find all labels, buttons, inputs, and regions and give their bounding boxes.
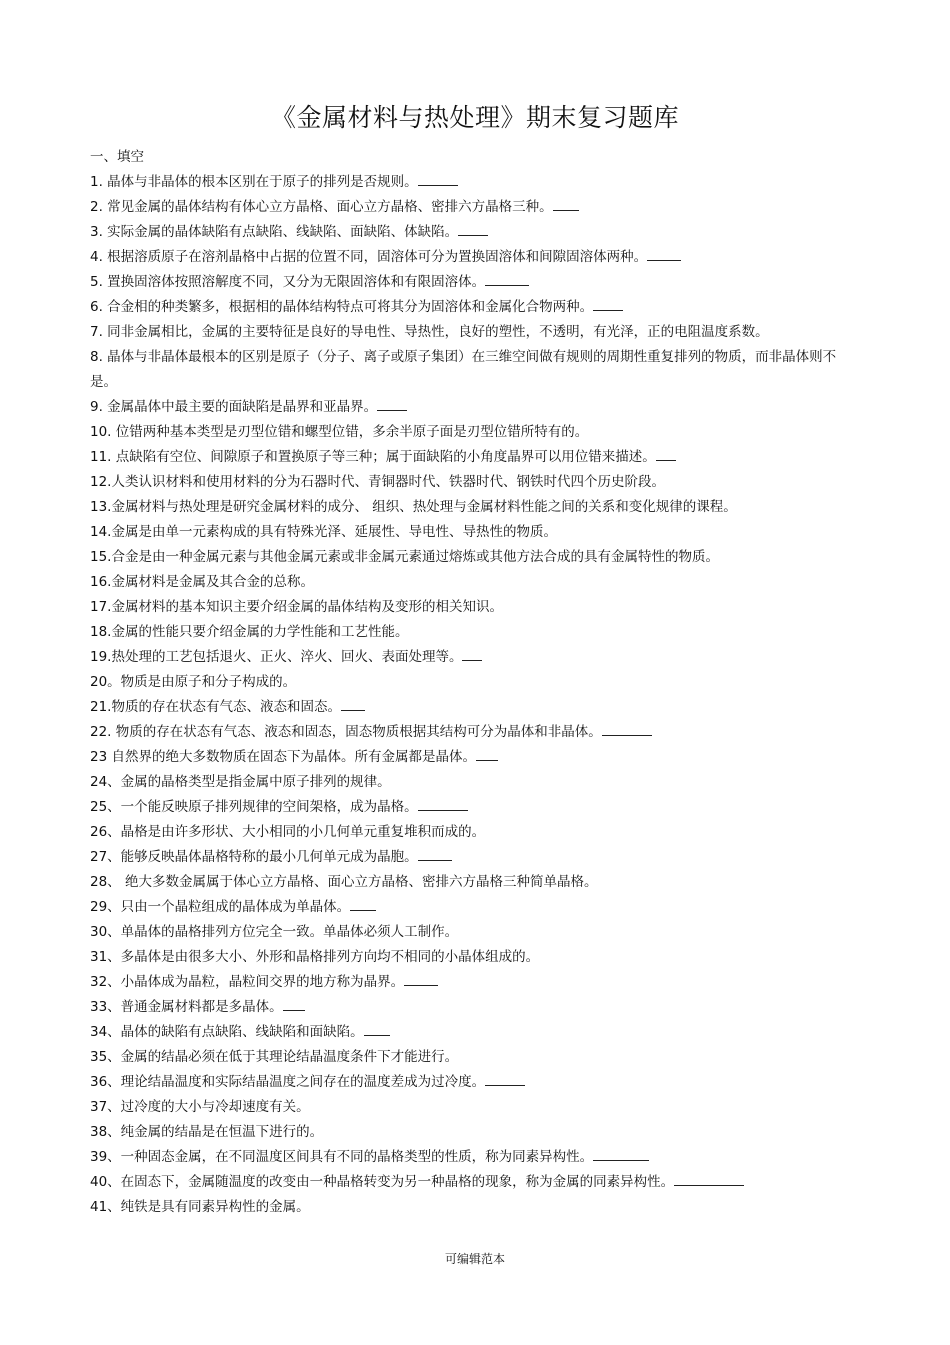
question-item [90,270,860,295]
question-item [90,220,860,245]
question-item [90,995,860,1020]
question-text: 37、过冷度的大小与冷却速度有关。 [90,1099,310,1115]
question-text: 23 自然界的绝大多数物质在固态下为晶体。所有金属都是晶体。 [90,749,476,765]
answer-blank-line [341,696,365,711]
question-text: 20。物质是由原子和分子构成的。 [90,674,297,690]
question-text: 31、多晶体是由很多大小、外形和晶格排列方向均不相同的小晶体组成的。 [90,949,540,965]
question-text: 19.热处理的工艺包括退火、正火、淬火、回火、表面处理等。 [90,649,463,665]
answer-blank-line [418,171,458,186]
answer-blank-line [283,996,305,1011]
question-text: 17.金属材料的基本知识主要介绍金属的晶体结构及变形的相关知识。 [90,599,503,615]
question-text: 11. 点缺陷有空位、间隙原子和置换原子等三种；属于面缺陷的小角度晶界可以用位错来描述。 [90,449,656,465]
question-text: 4. 根据溶质原子在溶剂晶格中占据的位置不同，固溶体可分为置换固溶体和间隙固溶体两种。 [90,249,648,265]
question-text: 6. 合金相的种类繁多，根据相的晶体结构特点可将其分为固溶体和金属化合物两种。 [90,299,594,315]
question-text: 21.物质的存在状态有气态、液态和固态。 [90,699,341,715]
question-text: 35、金属的结晶必须在低于其理论结晶温度条件下才能进行。 [90,1049,459,1065]
question-text: 26、晶格是由许多形状、大小相同的小几何单元重复堆积而成的。 [90,824,486,840]
answer-blank-line [350,896,376,911]
question-text: 38、纯金属的结晶是在恒温下进行的。 [90,1124,324,1140]
answer-blank-line [485,271,529,286]
answer-blank-line [593,1146,649,1161]
question-text: 29、只由一个晶粒组成的晶体成为单晶体。 [90,899,351,915]
page-footer: 可编辑范本 [444,1252,505,1266]
question-item [90,470,860,495]
answer-blank-line [462,646,482,661]
question-text: 13.金属材料与热处理是研究金属材料的成分、 组织、热处理与金属材料性能之间的关系和变化规律的课程。 [90,499,737,515]
section-heading: 一、填空 [90,149,144,165]
question-text: 39、一种固态金属，在不同温度区间具有不同的晶格类型的性质，称为同素异构性。 [90,1149,594,1165]
question-text: 8. 晶体与非晶体最根本的区别是原子（分子、离子或原子集团）在三维空间做有规则的周期性重复排列的物质，而非晶体则不是。 [90,349,837,390]
question-item [90,1120,860,1145]
question-item [90,320,860,345]
question-item [90,945,860,970]
answer-blank-line [674,1171,744,1186]
question-item [90,595,860,620]
answer-blank-line [377,396,407,411]
question-text: 10. 位错两种基本类型是刃型位错和螺型位错，多余半原子面是刃型位错所特有的。 [90,424,589,440]
question-item [90,770,860,795]
answer-blank-line [418,796,468,811]
answer-blank-line [553,196,579,211]
question-item [90,620,860,645]
question-item [90,345,860,395]
question-item [90,670,860,695]
question-item [90,1170,860,1195]
question-item [90,920,860,945]
question-item [90,1070,860,1095]
question-text: 16.金属材料是金属及其合金的总称。 [90,574,314,590]
question-text: 40、在固态下，金属随温度的改变由一种晶格转变为另一种晶格的现象，称为金属的同素异构性。 [90,1174,675,1190]
question-item [90,545,860,570]
question-text: 5. 置换固溶体按照溶解度不同，又分为无限固溶体和有限固溶体。 [90,274,486,290]
question-text: 41、纯铁是具有同素异构性的金属。 [90,1199,310,1215]
question-list [90,170,860,1220]
question-text: 15.合金是由一种金属元素与其他金属元素或非金属元素通过熔炼或其他方法合成的具有金属特性的物质。 [90,549,719,565]
question-item [90,870,860,895]
answer-blank-line [364,1021,390,1036]
question-item [90,195,860,220]
question-item [90,1145,860,1170]
question-text: 30、单晶体的晶格排列方位完全一致。单晶体必须人工制作。 [90,924,459,940]
question-text: 12.人类认识材料和使用材料的分为石器时代、青铜器时代、铁器时代、钢铁时代四个历史阶段。 [90,474,665,490]
question-text: 32、小晶体成为晶粒，晶粒间交界的地方称为晶界。 [90,974,405,990]
question-item [90,895,860,920]
question-text: 25、一个能反映原子排列规律的空间架格，成为晶格。 [90,799,418,815]
question-text: 9. 金属晶体中最主要的面缺陷是晶界和亚晶界。 [90,399,378,415]
answer-blank-line [476,746,498,761]
answer-blank-line [593,296,623,311]
question-text: 18.金属的性能只要介绍金属的力学性能和工艺性能。 [90,624,409,640]
question-item [90,970,860,995]
question-text: 24、金属的晶格类型是指金属中原子排列的规律。 [90,774,391,790]
question-item [90,1045,860,1070]
question-text: 36、理论结晶温度和实际结晶温度之间存在的温度差成为过冷度。 [90,1074,486,1090]
question-item [90,170,860,195]
question-text: 27、能够反映晶体晶格特称的最小几何单元成为晶胞。 [90,849,418,865]
question-text: 3. 实际金属的晶体缺陷有点缺陷、线缺陷、面缺陷、体缺陷。 [90,224,459,240]
question-item [90,645,860,670]
question-item [90,1195,860,1220]
question-text: 2. 常见金属的晶体结构有体心立方晶格、面心立方晶格、密排六方晶格三种。 [90,199,553,215]
question-item [90,1095,860,1120]
answer-blank-line [404,971,438,986]
question-item [90,295,860,320]
answer-blank-line [485,1071,525,1086]
question-item [90,1020,860,1045]
question-item [90,420,860,445]
question-item [90,720,860,745]
answer-blank-line [458,221,488,236]
question-text: 28、 绝大多数金属属于体心立方晶格、面心立方晶格、密排六方晶格三种简单晶格。 [90,874,598,890]
question-item [90,520,860,545]
question-item [90,570,860,595]
question-item [90,445,860,470]
question-text: 34、晶体的缺陷有点缺陷、线缺陷和面缺陷。 [90,1024,364,1040]
question-item [90,795,860,820]
question-text: 7. 同非金属相比，金属的主要特征是良好的导电性、导热性，良好的塑性，不透明，有光泽，正的电阻温度系数。 [90,324,769,340]
question-item [90,695,860,720]
answer-blank-line [602,721,652,736]
answer-blank-line [647,246,681,261]
question-text: 22. 物质的存在状态有气态、液态和固态，固态物质根据其结构可分为晶体和非晶体。 [90,724,602,740]
question-text: 14.金属是由单一元素构成的具有特殊光泽、延展性、导电性、导热性的物质。 [90,524,557,540]
question-item [90,845,860,870]
document-title: 《金属材料与热处理》期末复习题库 [270,103,679,132]
question-text: 1. 晶体与非晶体的根本区别在于原子的排列是否规则。 [90,174,418,190]
answer-blank-line [418,846,452,861]
question-item [90,745,860,770]
question-text: 33、普通金属材料都是多晶体。 [90,999,283,1015]
question-item [90,245,860,270]
question-item [90,395,860,420]
question-item [90,495,860,520]
question-item [90,820,860,845]
answer-blank-line [656,446,676,461]
